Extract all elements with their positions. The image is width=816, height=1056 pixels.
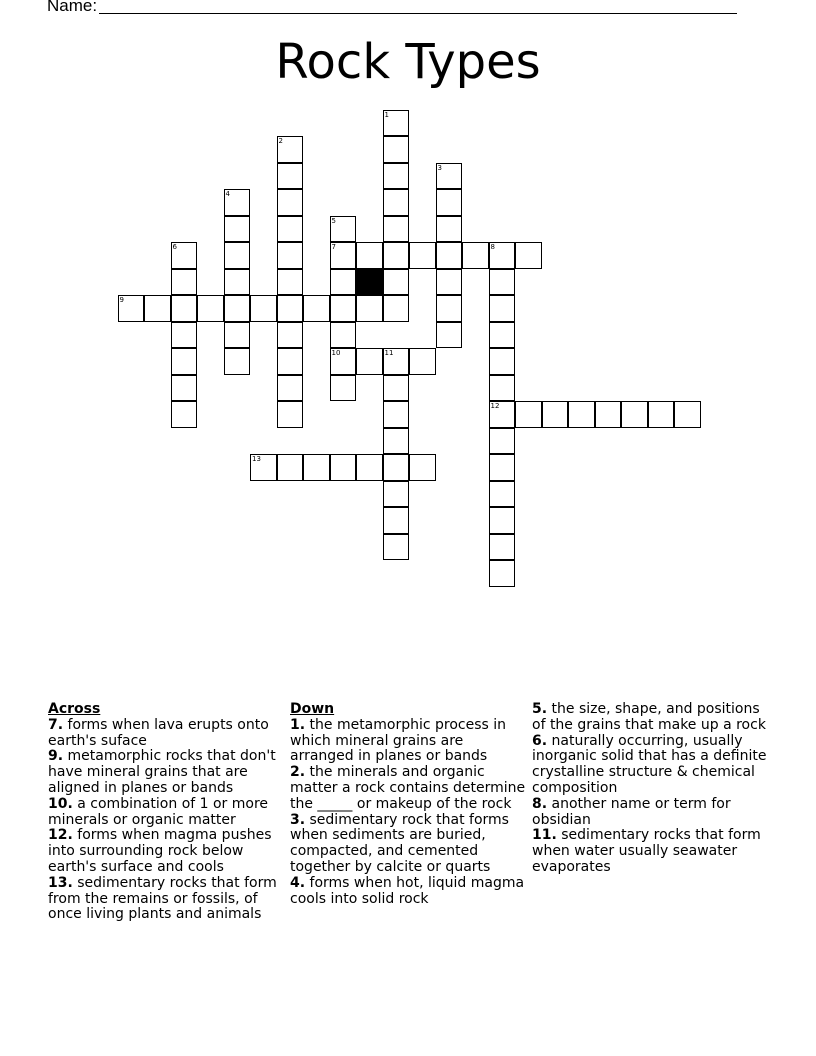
grid-cell[interactable] <box>383 348 410 375</box>
grid-cell[interactable] <box>171 295 198 322</box>
grid-cell[interactable] <box>277 295 304 322</box>
grid-cell[interactable] <box>489 534 516 561</box>
grid-cell[interactable] <box>409 348 436 375</box>
grid-cell[interactable] <box>118 295 145 322</box>
grid-cell[interactable] <box>489 560 516 587</box>
grid-cell[interactable] <box>224 322 251 349</box>
grid-cell[interactable] <box>648 401 675 428</box>
grid-cell[interactable] <box>383 216 410 243</box>
clue-number: 8. <box>532 795 548 812</box>
grid-cell[interactable] <box>171 375 198 402</box>
grid-cell[interactable] <box>356 348 383 375</box>
grid-cell[interactable] <box>383 269 410 296</box>
grid-cell[interactable] <box>224 216 251 243</box>
grid-cell[interactable] <box>224 295 251 322</box>
clue-item <box>48 876 280 923</box>
grid-cell[interactable] <box>489 454 516 481</box>
grid-cell[interactable] <box>277 163 304 190</box>
grid-cell[interactable] <box>542 401 569 428</box>
clue-text: a combination of 1 or more minerals or organic matter <box>48 795 269 828</box>
grid-cell[interactable] <box>277 136 304 163</box>
clue-item <box>48 749 280 796</box>
grid-cell[interactable] <box>489 348 516 375</box>
black-cell <box>356 269 383 296</box>
clue-number: 1. <box>290 716 306 733</box>
down-clues <box>290 702 526 907</box>
grid-cell[interactable] <box>171 348 198 375</box>
clue-item <box>48 828 280 875</box>
clue-item <box>48 718 280 750</box>
grid-cell[interactable] <box>224 189 251 216</box>
grid-cell[interactable] <box>409 454 436 481</box>
grid-cell[interactable] <box>383 110 410 137</box>
grid-cell[interactable] <box>330 375 357 402</box>
clue-item <box>532 828 768 875</box>
clue-text: sedimentary rocks that form when water usually seawater evaporates <box>532 827 761 875</box>
cell-number: 5 <box>331 216 336 225</box>
grid-cell[interactable] <box>383 242 410 269</box>
grid-cell[interactable] <box>489 481 516 508</box>
grid-cell[interactable] <box>489 507 516 534</box>
cell-number: 10 <box>331 349 341 357</box>
clue-item <box>532 702 768 734</box>
grid-cell[interactable] <box>277 348 304 375</box>
grid-cell[interactable] <box>197 295 224 322</box>
grid-cell[interactable] <box>436 322 463 349</box>
grid-cell[interactable] <box>489 295 516 322</box>
clue-number: 4. <box>290 874 306 891</box>
grid-cell[interactable] <box>330 269 357 296</box>
grid-cell[interactable] <box>224 242 251 269</box>
grid-cell[interactable] <box>436 189 463 216</box>
grid-cell[interactable] <box>330 295 357 322</box>
grid-cell[interactable] <box>250 454 277 481</box>
clue-number: 6. <box>532 732 548 749</box>
grid-cell[interactable] <box>171 269 198 296</box>
clue-text: another name or term for obsidian <box>532 795 731 828</box>
grid-cell[interactable] <box>621 401 648 428</box>
grid-cell[interactable] <box>277 401 304 428</box>
grid-cell[interactable] <box>171 322 198 349</box>
grid-cell[interactable] <box>277 454 304 481</box>
clue-text: sedimentary rocks that form from the remains or fossils, of once living plants and animals <box>48 874 277 923</box>
grid-cell[interactable] <box>489 269 516 296</box>
cell-number: 4 <box>225 190 230 198</box>
grid-cell[interactable] <box>330 322 357 349</box>
clue-text: metamorphic rocks that don't have mineral grains that are aligned in planes or bands <box>48 748 276 796</box>
grid-cell[interactable] <box>171 242 198 269</box>
grid-cell[interactable] <box>330 242 357 269</box>
clue-item <box>48 797 280 829</box>
grid-cell[interactable] <box>436 295 463 322</box>
grid-cell[interactable] <box>383 163 410 190</box>
clue-text: the size, shape, and positions of the grains that make up a rock <box>532 701 766 733</box>
grid-cell[interactable] <box>277 189 304 216</box>
grid-cell[interactable] <box>383 481 410 508</box>
grid-cell[interactable] <box>515 242 542 269</box>
grid-cell[interactable] <box>277 375 304 402</box>
clue-text: the metamorphic process in which mineral grains are arranged in planes or bands <box>290 716 507 765</box>
clue-number: 12. <box>48 827 73 844</box>
grid-cell[interactable] <box>383 295 410 322</box>
cell-number: 8 <box>490 243 495 251</box>
cell-number: 1 <box>384 110 389 119</box>
cell-number: 9 <box>119 296 124 304</box>
grid-cell[interactable] <box>330 454 357 481</box>
clue-number: 11. <box>532 827 557 844</box>
grid-cell[interactable] <box>250 295 277 322</box>
grid-cell[interactable] <box>489 428 516 455</box>
name-label: Name: <box>47 0 98 15</box>
grid-cell[interactable] <box>489 242 516 269</box>
grid-cell[interactable] <box>383 136 410 163</box>
grid-cell[interactable] <box>383 401 410 428</box>
grid-cell[interactable] <box>568 401 595 428</box>
grid-cell[interactable] <box>383 507 410 534</box>
across-heading: Across <box>48 701 101 717</box>
clue-text: forms when hot, liquid magma cools into solid rock <box>290 874 525 907</box>
clue-text: forms when magma pushes into surrounding rock below earth's surface and cools <box>48 827 272 875</box>
grid-cell[interactable] <box>515 401 542 428</box>
across-clues <box>48 702 280 923</box>
grid-cell[interactable] <box>356 454 383 481</box>
grid-cell[interactable] <box>171 401 198 428</box>
grid-cell[interactable] <box>303 454 330 481</box>
grid-cell[interactable] <box>436 163 463 190</box>
grid-cell[interactable] <box>383 454 410 481</box>
cell-number: 3 <box>437 163 442 172</box>
clue-number: 10. <box>48 795 73 812</box>
grid-cell[interactable] <box>436 269 463 296</box>
grid-cell[interactable] <box>277 269 304 296</box>
clue-text: naturally occurring, usually inorganic solid that has a definite crystalline structure & chemical composition <box>532 732 767 796</box>
cell-number: 12 <box>490 402 500 410</box>
clue-number: 9. <box>48 748 64 765</box>
clue-text: forms when lava erupts onto earth's suface <box>48 716 269 749</box>
cell-number: 2 <box>278 137 283 145</box>
grid-cell[interactable] <box>383 428 410 455</box>
clue-item <box>290 765 526 812</box>
grid-cell[interactable] <box>489 375 516 402</box>
page-title: Rock Types <box>275 34 541 90</box>
grid-cell[interactable] <box>409 242 436 269</box>
grid-cell[interactable] <box>383 189 410 216</box>
clue-item <box>290 813 526 876</box>
clue-number: 5. <box>532 701 548 717</box>
grid-cell[interactable] <box>356 295 383 322</box>
grid-cell[interactable] <box>436 242 463 269</box>
cell-number: 6 <box>172 243 177 251</box>
cell-number: 13 <box>252 455 261 463</box>
clue-item <box>290 876 526 908</box>
grid-cell[interactable] <box>277 242 304 269</box>
clue-number: 3. <box>290 811 306 828</box>
down-heading: Down <box>290 701 335 717</box>
grid-cell[interactable] <box>595 401 622 428</box>
grid-cell[interactable] <box>144 295 171 322</box>
clue-item <box>532 734 768 797</box>
grid-cell[interactable] <box>277 216 304 243</box>
clue-item <box>532 797 768 829</box>
grid-cell[interactable] <box>489 401 516 428</box>
grid-cell[interactable] <box>224 269 251 296</box>
grid-cell[interactable] <box>436 216 463 243</box>
grid-cell[interactable] <box>356 242 383 269</box>
clue-number: 7. <box>48 716 64 733</box>
grid-cell[interactable] <box>303 295 330 322</box>
clue-number: 13. <box>48 874 73 891</box>
clue-text: the minerals and organic matter a rock contains determine the _____ or makeup of the rock <box>290 764 526 812</box>
grid-cell[interactable] <box>383 534 410 561</box>
cell-number: 11 <box>384 349 394 357</box>
grid-cell[interactable] <box>462 242 489 269</box>
down-clues-continued <box>532 702 768 876</box>
grid-cell[interactable] <box>383 375 410 402</box>
grid-cell[interactable] <box>330 348 357 375</box>
cell-number: 7 <box>331 243 336 251</box>
grid-cell[interactable] <box>224 348 251 375</box>
grid-cell[interactable] <box>330 216 357 243</box>
grid-cell[interactable] <box>489 322 516 349</box>
clue-text: sedimentary rock that forms when sediments are buried, compacted, and cemented together by calcite or quarts <box>290 811 509 875</box>
clue-number: 2. <box>290 764 306 781</box>
clue-item <box>290 718 526 765</box>
grid-cell[interactable] <box>277 322 304 349</box>
grid-cell[interactable] <box>674 401 701 428</box>
